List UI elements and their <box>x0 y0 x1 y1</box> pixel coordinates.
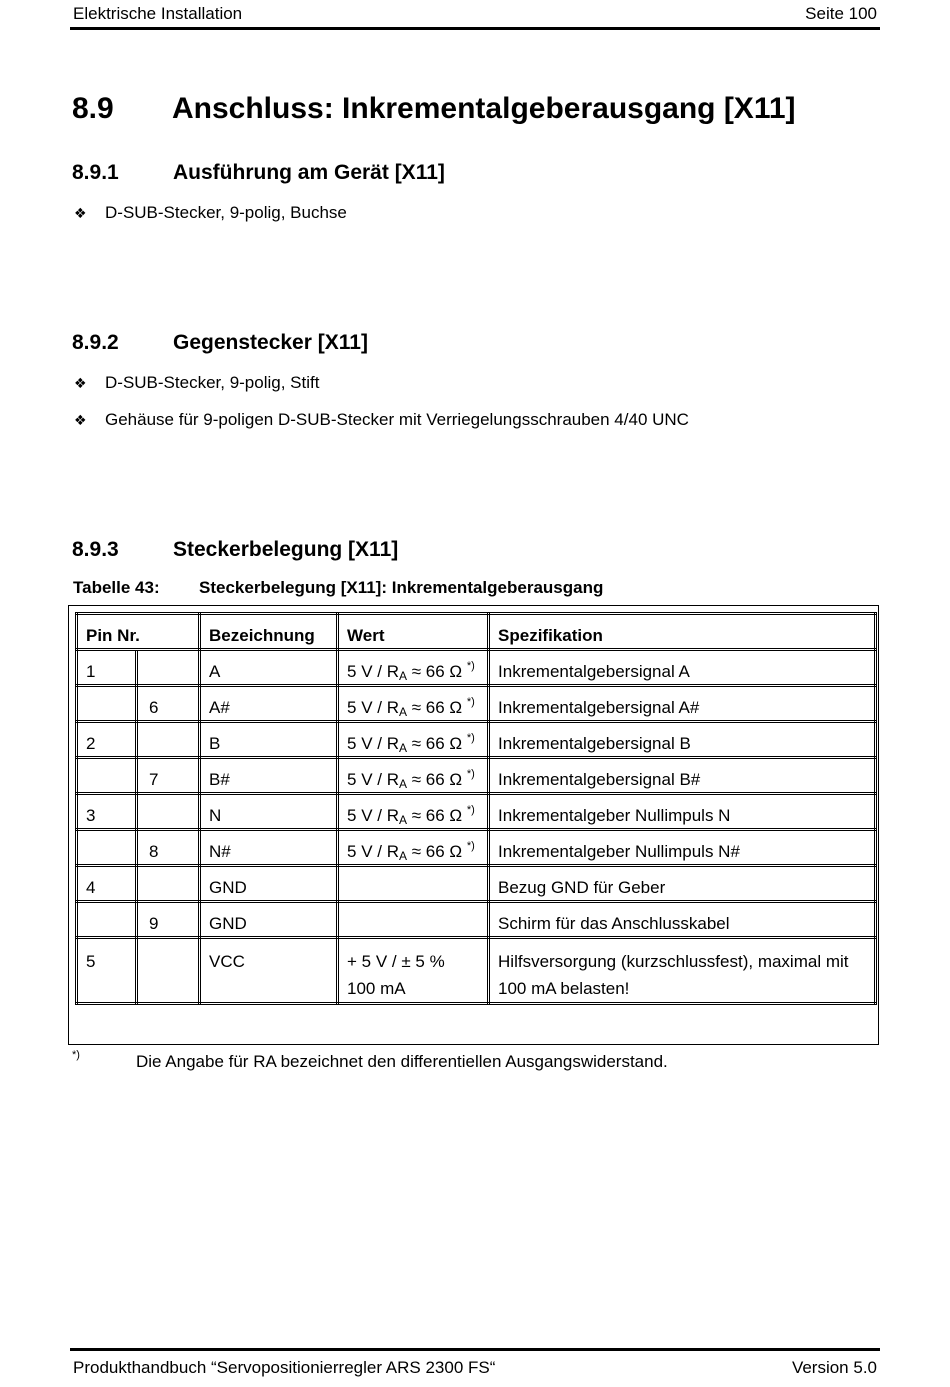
table-row <box>77 686 876 722</box>
bullet-item <box>74 373 319 393</box>
table-row <box>77 902 876 938</box>
pin-cell <box>77 686 137 722</box>
name-cell: B# <box>200 758 338 794</box>
pin-cell: 1 <box>77 650 137 686</box>
value-cell <box>338 902 489 938</box>
pin-cell-alt <box>137 938 200 1004</box>
column-header-value: Wert <box>338 614 489 650</box>
value-suffix: ≈ 66 Ω <box>407 842 467 861</box>
footnote-text: Die Angabe für RA bezeichnet den differentiellen Ausgangswiderstand. <box>136 1052 668 1071</box>
value-subscript: A <box>398 813 407 827</box>
value-subscript: A <box>398 777 407 791</box>
spec-cell: Inkrementalgebersignal B# <box>489 758 876 794</box>
spec-cell: Inkrementalgebersignal A <box>489 650 876 686</box>
value-note-mark: *) <box>466 732 475 744</box>
header-page-number: Seite 100 <box>805 4 877 23</box>
bullet-text: Gehäuse für 9-poligen D-SUB-Stecker mit Verriegelungsschrauben 4/40 UNC <box>105 410 689 429</box>
pin-cell-alt: 8 <box>137 830 200 866</box>
bullet-icon: ❖ <box>74 375 87 391</box>
value-suffix: ≈ 66 Ω <box>407 662 467 681</box>
value-prefix: 5 V / R <box>347 698 399 717</box>
name-cell: B <box>200 722 338 758</box>
subsection-heading-1 <box>72 161 445 185</box>
value-note-mark: *) <box>466 660 475 672</box>
footer-title: Produkthandbuch “Servopositionierregler ARS 2300 FS“ <box>73 1358 496 1377</box>
pin-cell <box>77 902 137 938</box>
pin-cell-alt: 6 <box>137 686 200 722</box>
pin-assignment-table <box>75 612 877 1005</box>
pin-cell-alt <box>137 650 200 686</box>
column-header-pin: Pin Nr. <box>77 614 200 650</box>
subsection-title: Gegenstecker [X11] <box>173 331 368 354</box>
section-number: 8.9 <box>72 92 114 125</box>
value-prefix: 5 V / R <box>347 770 399 789</box>
name-cell: A# <box>200 686 338 722</box>
spec-cell: Schirm für das Anschlusskabel <box>489 902 876 938</box>
pin-cell-alt <box>137 722 200 758</box>
value-cell <box>338 866 489 902</box>
subsection-number: 8.9.1 <box>72 161 119 184</box>
name-cell: GND <box>200 902 338 938</box>
pin-cell-alt <box>137 794 200 830</box>
table-row <box>77 650 876 686</box>
pin-cell: 3 <box>77 794 137 830</box>
table-body <box>77 650 876 1004</box>
value-suffix: ≈ 66 Ω <box>407 698 467 717</box>
value-suffix: ≈ 66 Ω <box>407 806 467 825</box>
pin-cell <box>77 758 137 794</box>
value-cell <box>338 758 489 794</box>
spec-cell: Inkrementalgebersignal B <box>489 722 876 758</box>
subsection-heading-3 <box>72 538 398 562</box>
name-cell: N# <box>200 830 338 866</box>
value-line: 100 mA <box>347 979 406 998</box>
value-suffix: ≈ 66 Ω <box>407 770 467 789</box>
pin-cell-alt <box>137 866 200 902</box>
table-row <box>77 722 876 758</box>
spec-cell: Bezug GND für Geber <box>489 866 876 902</box>
spec-line: Hilfsversorgung (kurzschlussfest), maximal mit <box>498 952 849 971</box>
column-header-spec: Spezifikation <box>489 614 876 650</box>
value-cell <box>338 650 489 686</box>
pin-cell-alt: 7 <box>137 758 200 794</box>
bullet-text: D-SUB-Stecker, 9-polig, Stift <box>105 373 320 392</box>
value-line: + 5 V / ± 5 % <box>347 952 445 971</box>
table-caption-label: Tabelle 43: <box>73 578 160 597</box>
subsection-title: Ausführung am Gerät [X11] <box>173 161 445 184</box>
pin-cell <box>77 830 137 866</box>
table-caption-text: Steckerbelegung [X11]: Inkrementalgeberausgang <box>199 578 604 597</box>
subsection-number: 8.9.3 <box>72 538 119 561</box>
section-title: Anschluss: Inkrementalgeberausgang [X11] <box>172 92 796 125</box>
bullet-item <box>74 203 347 223</box>
header-rule <box>70 27 880 30</box>
table-row <box>77 830 876 866</box>
table-row <box>77 938 876 1004</box>
header-chapter: Elektrische Installation <box>73 4 243 23</box>
bullet-text: D-SUB-Stecker, 9-polig, Buchse <box>105 203 347 222</box>
table-header-row <box>77 614 876 650</box>
section-heading <box>72 92 796 126</box>
footer-version: Version 5.0 <box>791 1358 877 1377</box>
column-header-name: Bezeichnung <box>200 614 338 650</box>
spec-cell <box>489 938 876 1004</box>
bullet-icon: ❖ <box>74 205 87 221</box>
value-note-mark: *) <box>466 696 475 708</box>
value-subscript: A <box>398 741 407 755</box>
spec-cell: Inkrementalgebersignal A# <box>489 686 876 722</box>
bullet-item <box>74 410 689 430</box>
value-subscript: A <box>398 705 407 719</box>
table-row <box>77 794 876 830</box>
value-cell <box>338 794 489 830</box>
subsection-heading-2 <box>72 331 368 355</box>
name-cell: GND <box>200 866 338 902</box>
value-subscript: A <box>398 849 407 863</box>
subsection-title: Steckerbelegung [X11] <box>173 538 399 561</box>
value-note-mark: *) <box>466 840 475 852</box>
spec-line: 100 mA belasten! <box>498 979 630 998</box>
spec-cell: Inkrementalgeber Nullimpuls N# <box>489 830 876 866</box>
pin-cell: 5 <box>77 938 137 1004</box>
footnote-mark: *) <box>72 1049 80 1061</box>
table-row <box>77 758 876 794</box>
value-prefix: 5 V / R <box>347 734 399 753</box>
footer-rule <box>70 1348 880 1351</box>
pin-cell: 2 <box>77 722 137 758</box>
pin-cell-alt: 9 <box>137 902 200 938</box>
value-note-mark: *) <box>466 768 475 780</box>
table-caption <box>73 578 603 598</box>
table-row <box>77 866 876 902</box>
value-prefix: 5 V / R <box>347 842 399 861</box>
value-cell <box>338 686 489 722</box>
subsection-number: 8.9.2 <box>72 331 119 354</box>
value-cell <box>338 830 489 866</box>
value-prefix: 5 V / R <box>347 662 399 681</box>
value-cell <box>338 938 489 1004</box>
value-suffix: ≈ 66 Ω <box>407 734 467 753</box>
value-cell <box>338 722 489 758</box>
name-cell: A <box>200 650 338 686</box>
pin-cell: 4 <box>77 866 137 902</box>
name-cell: VCC <box>200 938 338 1004</box>
name-cell: N <box>200 794 338 830</box>
spec-cell: Inkrementalgeber Nullimpuls N <box>489 794 876 830</box>
value-subscript: A <box>398 669 407 683</box>
value-prefix: 5 V / R <box>347 806 399 825</box>
value-note-mark: *) <box>466 804 475 816</box>
bullet-icon: ❖ <box>74 412 87 428</box>
